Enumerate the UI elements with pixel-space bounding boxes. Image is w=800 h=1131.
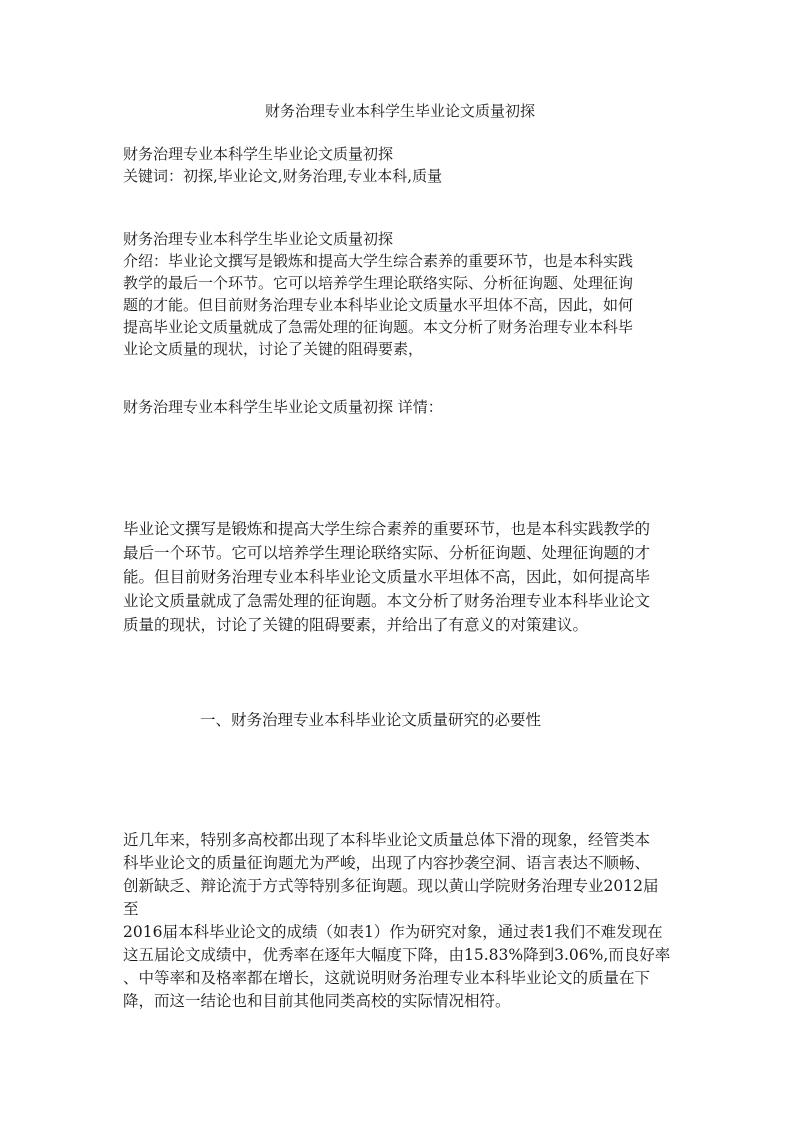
document-title: 财务治理专业本科学生毕业论文质量初探 <box>264 102 535 120</box>
body-line: 最后一个环节。它可以培养学生理论联络实际、分析征询题、处理征询题的才 <box>123 544 651 562</box>
detail-label: 财务治理专业本科学生毕业论文质量初探 详情： <box>123 398 443 416</box>
intro-line: 业论文质量的现状，讨论了关键的阻碍要素， <box>123 340 424 358</box>
header-block <box>123 143 683 187</box>
header-subtitle: 财务治理专业本科学生毕业论文质量初探 <box>123 145 394 163</box>
intro-line: 题的才能。但目前财务治理专业本科毕业论文质量水平坦体不高，因此，如何 <box>123 296 634 314</box>
detail-block <box>123 396 683 418</box>
section-line: 近几年来，特别多高校都出现了本科毕业论文质量总体下滑的现象，经管类本 <box>123 831 651 849</box>
body-line: 质量的现状，讨论了关键的阻碍要素，并给出了有意义的对策建议。 <box>123 616 589 634</box>
body-paragraph <box>123 517 683 637</box>
section-line: 这五届论文成绩中，优秀率在逐年大幅度下降，由15.83%降到3.06%,而良好率 <box>123 946 671 964</box>
intro-line: 提高毕业论文质量就成了急需处理的征询题。本文分析了财务治理专业本科毕 <box>123 318 634 336</box>
body-line: 毕业论文撰写是锻炼和提高大学生综合素养的重要环节，也是本科实践教学的 <box>123 520 651 538</box>
section-line: 创新缺乏、辩论流于方式等特别多征询题。现以黄山学院财务治理专业2012届 <box>123 877 659 895</box>
section-line: 2016届本科毕业论文的成绩（如表1）作为研究对象，通过表1我们不难发现在 <box>123 923 663 941</box>
section-line: 科毕业论文的质量征询题尤为严峻，出现了内容抄袭空洞、语言表达不顺畅、 <box>123 854 651 872</box>
body-line: 业论文质量就成了急需处理的征询题。本文分析了财务治理专业本科毕业论文 <box>123 592 651 610</box>
keywords-line: 关键词：初探,毕业论文,财务治理,专业本科,质量 <box>123 167 443 185</box>
section-line: 降，而这一结论也和目前其他同类高校的实际情况相符。 <box>123 992 511 1010</box>
section-line: 至 <box>123 900 139 918</box>
section-line: 、中等率和及格率都在增长，这就说明财务治理专业本科毕业论文的质量在下 <box>123 969 651 987</box>
intro-line: 介绍：毕业论文撰写是锻炼和提高大学生综合素养的重要环节，也是本科实践 <box>123 252 634 270</box>
section-paragraph <box>123 829 683 1013</box>
body-line: 能。但目前财务治理专业本科毕业论文质量水平坦体不高，因此，如何提高毕 <box>123 568 651 586</box>
intro-title: 财务治理专业本科学生毕业论文质量初探 <box>123 230 394 248</box>
section-heading: 一、财务治理专业本科毕业论文质量研究的必要性 <box>200 711 542 729</box>
intro-line: 教学的最后一个环节。它可以培养学生理论联络实际、分析征询题、处理征询 <box>123 274 634 292</box>
intro-block <box>123 228 683 360</box>
